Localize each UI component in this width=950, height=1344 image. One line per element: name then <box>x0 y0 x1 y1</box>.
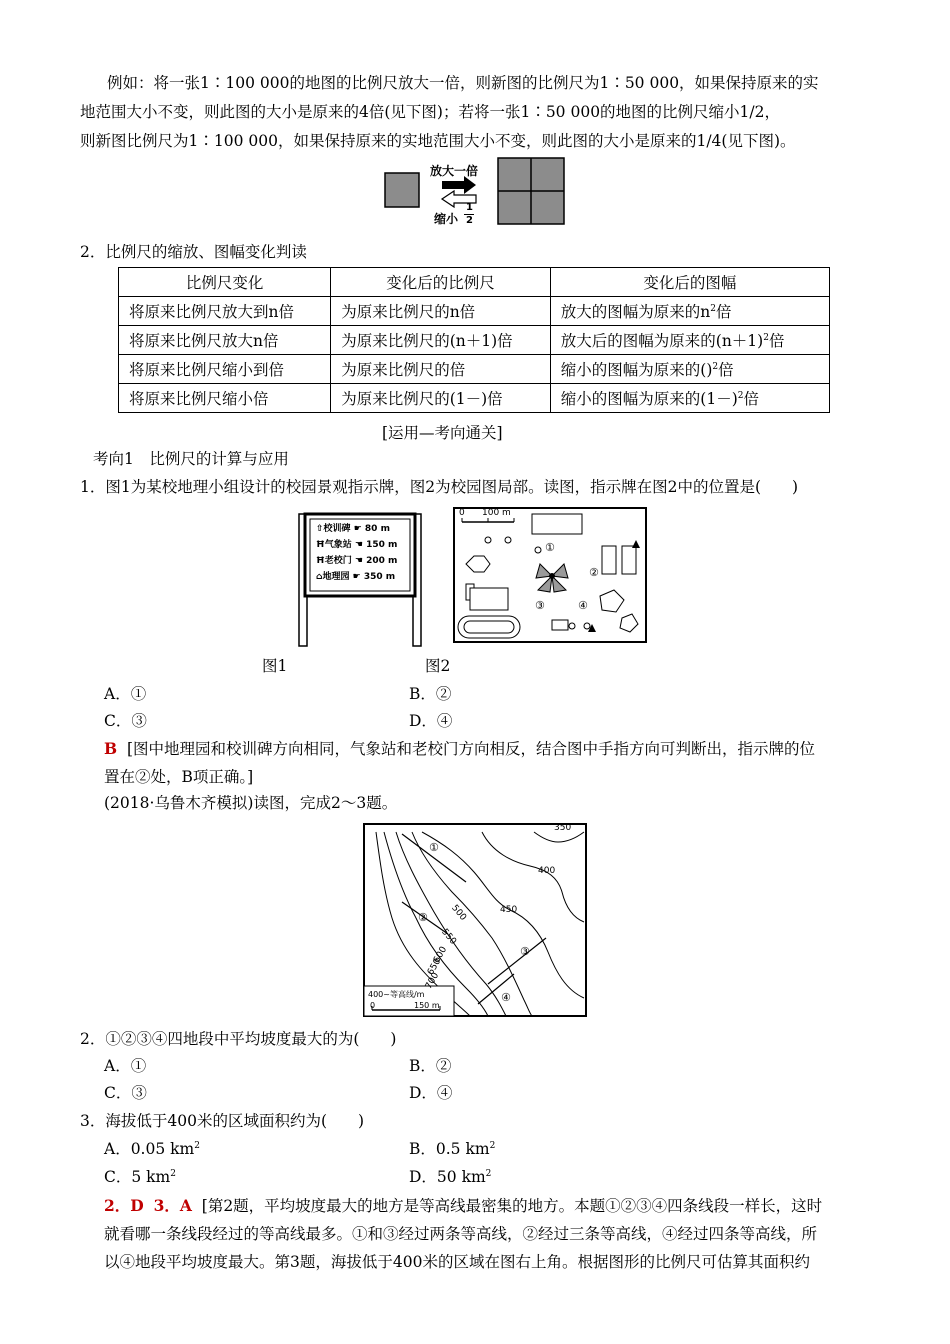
q3-stem: 3．海拔低于400米的区域面积约为( ) <box>80 1112 365 1130</box>
sign-name: 气象站 <box>324 540 352 550</box>
q2-option-a: A．① <box>104 1057 147 1075</box>
contour-label-700: 700 <box>423 971 442 991</box>
q2-option-b: B．② <box>409 1057 452 1075</box>
answer23-line-3: 以④地段平均坡度最大。第3题，海拔低于400米的区域在图右上角。根据图形的比例尺可估算其面积约 <box>104 1253 810 1271</box>
intro-line-1: 例如：将一张1∶100 000的地图的比例尺放大一倍，则新图的比例尺为1∶50 000，如果保持原来的实 <box>107 74 819 92</box>
cell-sup: 2 <box>737 390 744 401</box>
shrink-fraction-den: 2 <box>466 215 473 226</box>
table-cell <box>550 326 829 355</box>
contour-label-600: 600 <box>431 945 450 965</box>
cell-text: 倍 <box>718 361 734 379</box>
answer23-explanation: [第2题，平均坡度最大的地方是等高线最密集的地方。本题①②③④四条线段一样长，这时 <box>201 1197 823 1215</box>
q1-answer-line-1 <box>104 738 815 760</box>
map-mark-2: ② <box>589 566 599 579</box>
direction-heading: 考向1 比例尺的计算与应用 <box>93 450 289 468</box>
table-cell: 为原来比例尺的倍 <box>331 355 551 384</box>
q23-intro: (2018·乌鲁木齐模拟)读图，完成2～3题。 <box>104 794 398 812</box>
intro-line-2: 地范围大小不变，则此图的大小是原来的4倍(见下图)；若将一张1∶50 000的地图的比例尺缩小1/2， <box>80 103 781 121</box>
cell-sup: 2 <box>712 361 719 372</box>
sign-name: 校训碑 <box>323 524 351 534</box>
contour-legend: 400~等高线/m <box>368 990 425 999</box>
cell-sup: 2 <box>763 332 769 343</box>
table-cell: 将原来比例尺放大到n倍 <box>119 297 331 326</box>
q3-option-a <box>104 1138 200 1160</box>
fig1-caption: 图1 <box>262 657 288 675</box>
option-sup: 2 <box>194 1140 200 1151</box>
table-cell: 将原来比例尺缩小倍 <box>119 384 331 413</box>
sign-name: 老校门 <box>324 556 352 566</box>
option-text: B．0.5 km <box>409 1140 490 1158</box>
contour-label-500: 500 <box>449 903 468 923</box>
contour-mark-2: ② <box>418 911 428 924</box>
cell-text: 倍 <box>743 390 759 408</box>
contour-label-400: 400 <box>538 866 556 876</box>
answer23-line-1 <box>104 1195 822 1217</box>
map-mark-3: ③ <box>535 599 545 612</box>
sign-row-3: Ħ老校门 ☚ 200 m <box>316 556 398 566</box>
contour-scale-zero: 0 <box>370 1001 376 1010</box>
q1-option-c: C．③ <box>104 712 147 730</box>
sign-row-2: Ħ气象站 ☚ 150 m <box>316 540 398 550</box>
answer23-line-2: 就看哪一条线段经过的等高线最多。①和③经过两条等高线，②经过三条等高线，④经过四条等高线，所 <box>104 1225 818 1243</box>
q2-option-d: D．④ <box>409 1084 453 1102</box>
section-2-title: 2．比例尺的缩放、图幅变化判读 <box>80 243 307 261</box>
table-cell: 将原来比例尺放大n倍 <box>119 326 331 355</box>
q2-option-c: C．③ <box>104 1084 147 1102</box>
cell-text: 缩小的图幅为原来的() <box>560 361 713 379</box>
table-cell <box>550 297 829 326</box>
table-header-row <box>119 268 830 297</box>
q1-option-a: A．① <box>104 685 147 703</box>
option-text: C．5 km <box>104 1168 171 1186</box>
sign-row-4: ⌂地理园 ☛ 350 m <box>316 572 396 582</box>
sign-dist: 200 m <box>366 556 398 566</box>
option-text: A．0.05 km <box>104 1140 195 1158</box>
sign-name: 地理园 <box>322 572 350 582</box>
contour-scale-label: 150 m <box>414 1001 440 1010</box>
shrink-label: 缩小 <box>434 212 459 226</box>
map-scale-label: 100 m <box>482 508 511 518</box>
scale-change-table <box>118 267 830 413</box>
table-row <box>119 326 830 355</box>
q1-stem: 1．图1为某校地理小组设计的校园景观指示牌，图2为校园图局部。读图，指示牌在图2中的位置是( ) <box>80 478 799 496</box>
table-row <box>119 355 830 384</box>
table-cell <box>550 355 829 384</box>
contour-label-550: 550 <box>439 927 458 947</box>
contour-mark-3: ③ <box>520 945 530 958</box>
contour-mark-1: ① <box>429 841 439 854</box>
map-mark-1: ① <box>545 541 555 554</box>
map-mark-4: ④ <box>578 599 588 612</box>
table-row <box>119 297 830 326</box>
cell-text: 缩小的图幅为原来的(1－) <box>560 390 738 408</box>
option-text: D．50 km <box>409 1168 486 1186</box>
sign-dist: 150 m <box>366 540 398 550</box>
answer-2: 2．D <box>104 1196 144 1215</box>
fig2-caption: 图2 <box>425 657 451 675</box>
intro-line-3: 则新图比例尺为1∶100 000，如果保持原来的实地范围大小不变，则此图的大小是原来的1/4(见下图)。 <box>80 132 796 150</box>
cell-text: 倍 <box>716 303 732 321</box>
table-header: 变化后的比例尺 <box>331 268 551 297</box>
cell-sup: 2 <box>710 303 716 314</box>
table-cell: 为原来比例尺的(n＋1)倍 <box>331 326 551 355</box>
fig2-campus-map <box>452 506 648 644</box>
contour-map <box>362 822 588 1018</box>
table-cell <box>550 384 829 413</box>
table-header: 变化后的图幅 <box>550 268 829 297</box>
q1-option-d: D．④ <box>409 712 453 730</box>
table-header: 比例尺变化 <box>119 268 331 297</box>
table-cell: 为原来比例尺的n倍 <box>331 297 551 326</box>
sign-dist: 80 m <box>364 524 390 534</box>
sign-row-1: ⇧校训碑 ☛ 80 m <box>316 524 390 534</box>
option-sup: 2 <box>170 1168 176 1179</box>
option-sup: 2 <box>489 1140 496 1151</box>
apply-heading: [运用—考向通关] <box>382 424 503 442</box>
cell-text: 放大的图幅为原来的n <box>560 303 711 321</box>
sign-dist: 350 m <box>363 572 396 582</box>
q3-option-b <box>409 1138 495 1160</box>
q2-stem: 2．①②③④四地段中平均坡度最大的为( ) <box>80 1030 397 1048</box>
cell-text: 放大后的图幅为原来的(n＋1) <box>560 332 764 350</box>
contour-label-450: 450 <box>500 905 518 915</box>
q1-explanation: [图中地理园和校训碑方向相同，气象站和老校门方向相反，结合图中手指方向可判断出，指示牌的位 <box>126 740 816 758</box>
q1-option-b: B．② <box>409 685 452 703</box>
table-cell: 为原来比例尺的(1－)倍 <box>331 384 551 413</box>
answer-3: 3．A <box>153 1196 192 1215</box>
contour-label-650: 650 <box>425 957 444 977</box>
cell-text: 倍 <box>768 332 785 350</box>
map-scale-zero: 0 <box>459 508 465 518</box>
q1-answer-letter: B <box>104 739 118 758</box>
enlarge-label: 放大一倍 <box>430 164 479 178</box>
contour-mark-4: ④ <box>501 991 511 1004</box>
q3-option-d <box>409 1166 491 1188</box>
table-row <box>119 384 830 413</box>
q1-answer-line-2: 置在②处，B项正确。] <box>104 768 254 786</box>
contour-label-350: 350 <box>554 823 572 833</box>
option-sup: 2 <box>485 1168 492 1179</box>
table-cell: 将原来比例尺缩小到倍 <box>119 355 331 384</box>
q3-option-c <box>104 1166 176 1188</box>
shrink-fraction-num: 1 <box>466 202 473 213</box>
